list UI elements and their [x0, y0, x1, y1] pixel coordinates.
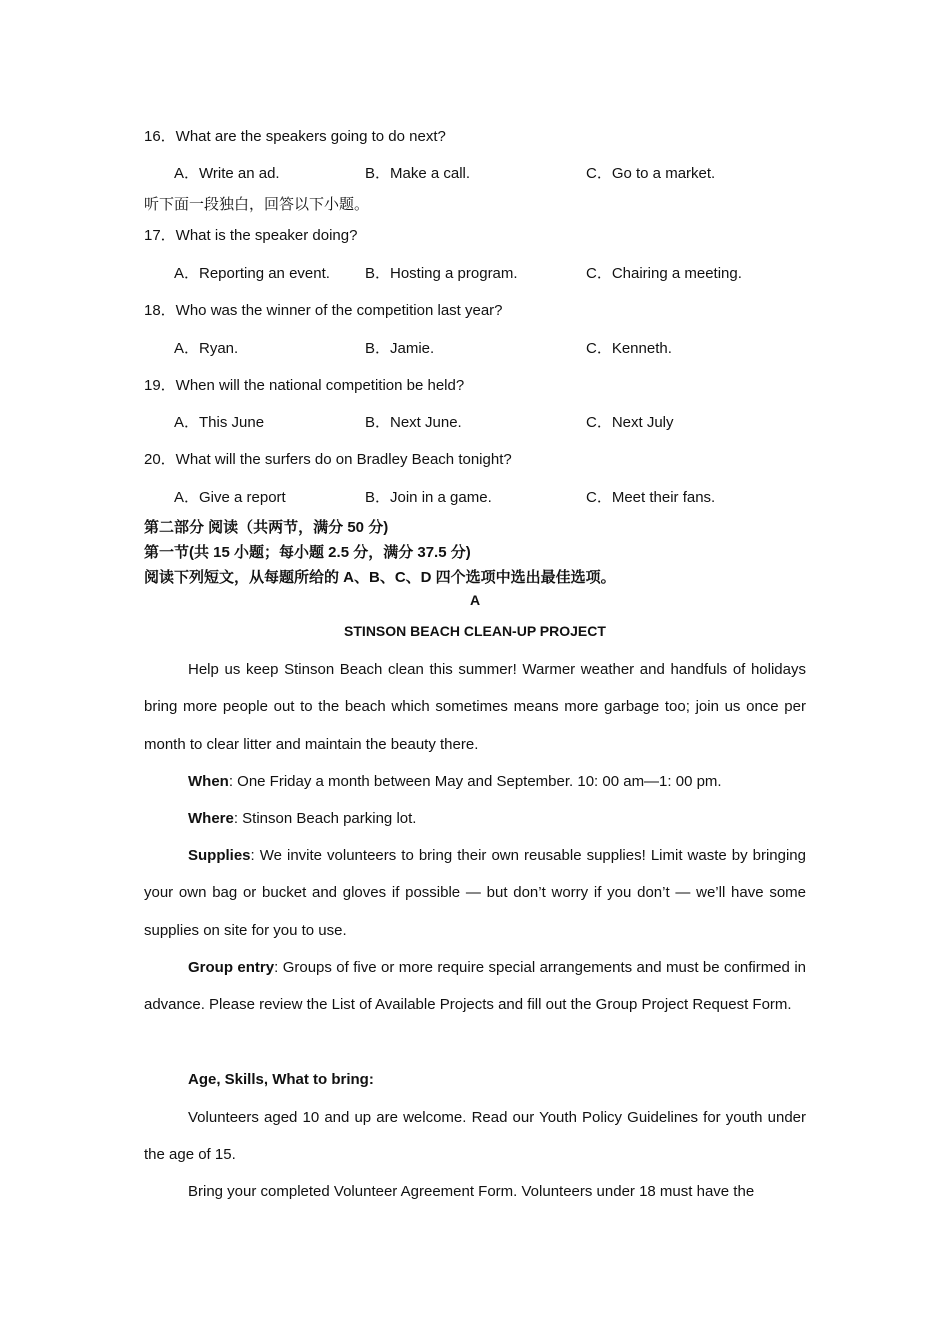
where-label: Where [188, 810, 234, 827]
group-entry-paragraph [144, 949, 806, 1024]
q20-option-a: A．Give a report [174, 489, 286, 506]
where-text: : Stinson Beach parking lot. [233, 810, 417, 827]
q17-option-b: B．Hosting a program. [365, 265, 518, 282]
where-paragraph [144, 800, 806, 837]
q16-option-b: B．Make a call. [365, 165, 471, 182]
age-skills-heading: Age, Skills, What to bring: [188, 1071, 374, 1088]
q20-option-b: B．Join in a game. [365, 489, 492, 506]
q17-option-c: C．Chairing a meeting. [586, 265, 742, 282]
group-entry-text: : Groups of five or more require special arrangements and must be confirmed in advance. Please review the List of Available Projects and fill out the Group Project Request Form. [144, 959, 806, 1014]
q18-option-c: C．Kenneth. [586, 340, 672, 357]
question-18: 18．Who was the winner of the competition last year? [144, 302, 503, 319]
question-17: 17．What is the speaker doing? [144, 227, 358, 244]
when-paragraph [144, 763, 806, 800]
q16-option-a: A．Write an ad. [174, 165, 280, 182]
passage-title: STINSON BEACH CLEAN-UP PROJECT [344, 623, 606, 639]
supplies-label: Supplies [188, 847, 251, 864]
group-entry-label: Group entry [188, 959, 275, 976]
bring-paragraph: Bring your completed Volunteer Agreement Form. Volunteers under 18 must have the [188, 1183, 755, 1200]
age-paragraph: Volunteers aged 10 and up are welcome. Read our Youth Policy Guidelines for youth under the age of 15. [144, 1109, 806, 1164]
question-19: 19．When will the national competition be held? [144, 377, 465, 394]
q20-option-c: C．Meet their fans. [586, 489, 716, 506]
part-two-heading: 第二部分 阅读（共两节，满分 50 分) [144, 519, 389, 536]
q16-option-c: C．Go to a market. [586, 165, 716, 182]
intro-paragraph: Help us keep Stinson Beach clean this summer! Warmer weather and handfuls of holidays bring more people out to the beach which sometimes means more garbage too; join us once per month to clear litter and maintain the beauty there. [144, 661, 806, 753]
when-label: When [188, 773, 229, 790]
when-text: : One Friday a month between May and September. 10: 00 am—1: 00 pm. [228, 773, 722, 790]
question-20: 20．What will the surfers do on Bradley Beach tonight? [144, 451, 512, 468]
question-16: 16．What are the speakers going to do next? [144, 128, 446, 145]
q19-option-c: C．Next July [586, 414, 674, 431]
passage-letter: A [469, 592, 481, 608]
q18-option-a: A．Ryan. [174, 340, 239, 357]
supplies-paragraph [144, 837, 806, 949]
q17-option-a: A．Reporting an event. [174, 265, 330, 282]
q19-option-b: B．Next June. [365, 414, 462, 431]
reading-directions: 阅读下列短文，从每题所给的 A、B、C、D 四个选项中选出最佳选项。 [144, 569, 616, 586]
q19-option-a: A．This June [174, 414, 265, 431]
monologue-instruction: 听下面一段独白，回答以下小题。 [144, 196, 370, 213]
q18-option-b: B．Jamie. [365, 340, 435, 357]
section-one-heading: 第一节(共 15 小题；每小题 2.5 分，满分 37.5 分) [144, 544, 471, 561]
supplies-text: : We invite volunteers to bring their own reusable supplies! Limit waste by bringing your own bag or bucket and gloves if possible — but don’t worry if you don’t — we’ll have some supplies on site for you to use. [144, 847, 806, 939]
